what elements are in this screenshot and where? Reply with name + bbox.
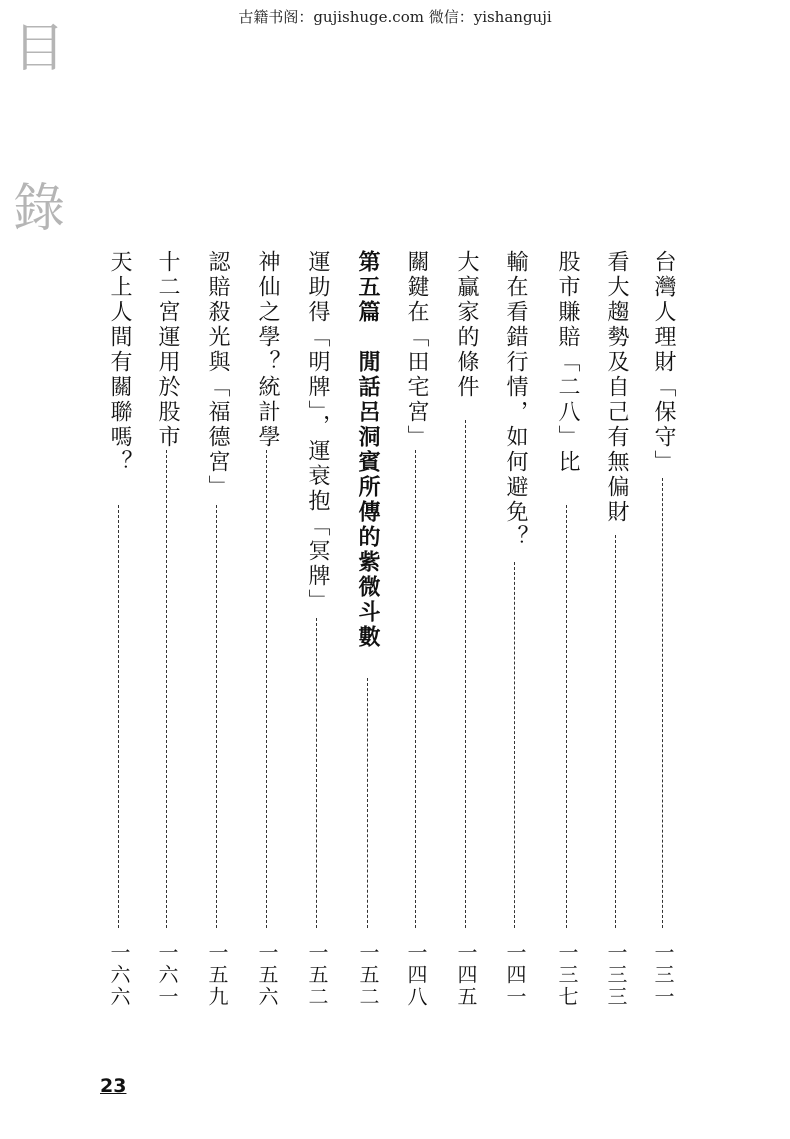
toc-entry-page: 一五九 — [205, 942, 229, 1008]
toc-entry-title: 運助得「明牌」，運衰抱「冥牌」 — [305, 250, 330, 614]
dotted-leader — [367, 678, 368, 928]
toc-entry-page: 一四一 — [503, 942, 527, 1008]
toc-entry-page: 一四五 — [454, 942, 478, 1008]
toc-entry-page: 一三三 — [604, 942, 628, 1008]
toc-entry-title: 輸在看錯行情，如何避免？ — [503, 250, 528, 550]
toc-entry — [451, 250, 481, 1010]
dotted-leader — [266, 450, 267, 928]
dotted-leader — [216, 505, 217, 928]
toc-entry-title: 神仙之學？統計學 — [255, 250, 280, 450]
toc-entry-page: 一六一 — [155, 942, 179, 1008]
toc-entry — [648, 250, 678, 1010]
toc-entry — [500, 250, 530, 1010]
dotted-leader — [514, 562, 515, 928]
toc-entry-page: 一五六 — [255, 942, 279, 1008]
toc-entry-title: 十二宮運用於股市 — [155, 250, 180, 450]
toc-entry — [601, 250, 631, 1010]
dotted-leader — [566, 505, 567, 928]
toc-entry — [401, 250, 431, 1010]
toc-entry — [552, 250, 582, 1010]
toc-entry — [302, 250, 332, 1010]
toc-entry — [152, 250, 182, 1010]
toc-entry-title: 天上人間有關聯嗎？ — [107, 250, 132, 475]
toc-entry-title: 認賠殺光與「福德宮」 — [205, 250, 230, 500]
dotted-leader — [118, 505, 119, 928]
toc-entry-title: 台灣人理財「保守」 — [651, 250, 676, 475]
dotted-leader — [662, 478, 663, 928]
dotted-leader — [166, 450, 167, 928]
toc-entry-page: 一四八 — [404, 942, 428, 1008]
heading-char-lu: 錄 — [12, 179, 65, 239]
dotted-leader — [465, 420, 466, 928]
toc-entry-page: 一六六 — [107, 942, 131, 1008]
watermark-text: 古籍书阁：gujishuge.com 微信：yishanguji — [238, 8, 552, 26]
toc-entry — [104, 250, 134, 1010]
page-number: 23 — [100, 1075, 127, 1097]
toc-entry-title: 看大趨勢及自己有無偏財 — [604, 250, 629, 525]
toc-entry — [202, 250, 232, 1010]
toc-entry — [252, 250, 282, 1010]
dotted-leader — [615, 535, 616, 928]
toc-entry-page: 一三七 — [555, 942, 579, 1008]
toc-entry-page: 一五二 — [305, 942, 329, 1008]
dotted-leader — [316, 618, 317, 928]
toc-entry-title: 第五篇 閒話呂洞賓所傳的紫微斗數 — [355, 250, 381, 650]
heading-char-mu: 目 — [12, 19, 65, 79]
toc-entry-page: 一五二 — [356, 942, 380, 1008]
toc-entry-title: 大贏家的條件 — [454, 250, 479, 400]
toc-entry-page: 一三一 — [651, 942, 675, 1008]
toc-entry-title: 股市賺賠「二八」比 — [555, 250, 580, 475]
toc-part-heading — [353, 250, 383, 1010]
toc-entry-title: 關鍵在「田宅宮」 — [404, 250, 429, 450]
dotted-leader — [415, 450, 416, 928]
